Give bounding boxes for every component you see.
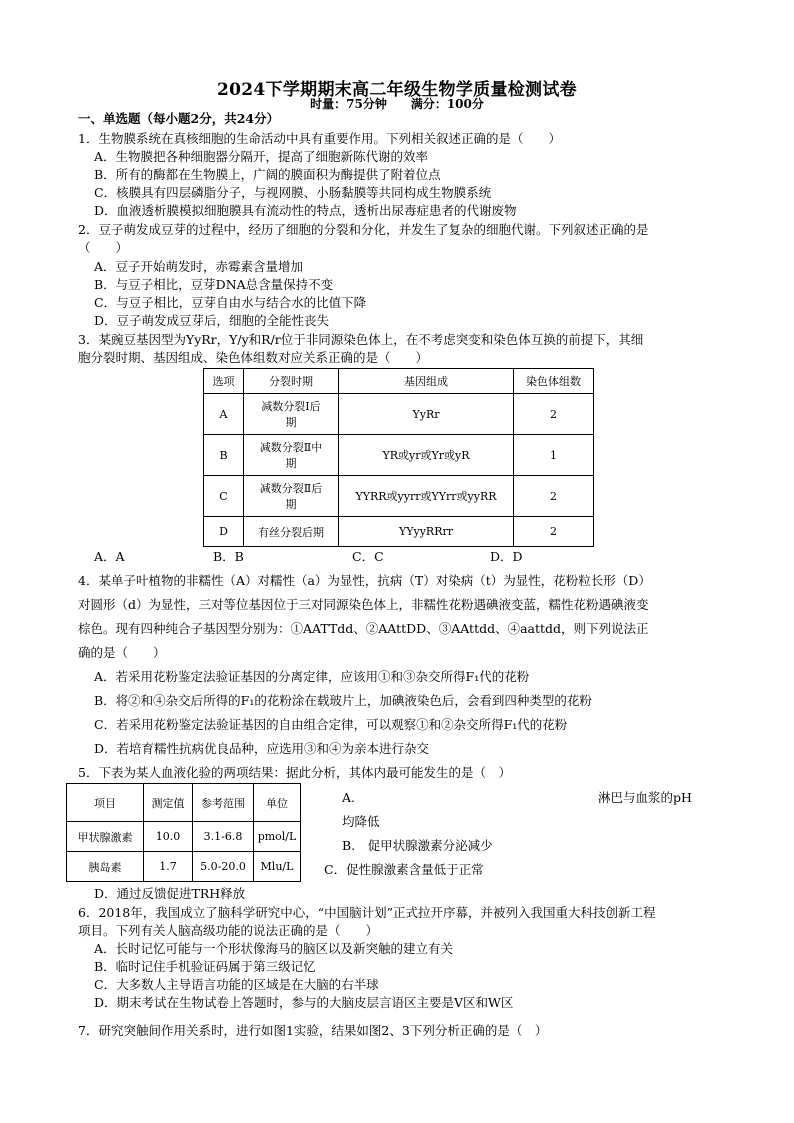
table-row — [204, 517, 594, 547]
table-row — [67, 852, 301, 882]
table-cell-phase: 减数分裂Ⅱ中 期 — [244, 435, 339, 476]
table-row — [204, 435, 594, 476]
section-heading: 一、单选题（每小题2分，共24分） — [78, 111, 280, 126]
table-cell-option: B — [204, 435, 244, 476]
q5-option-a-label: A. — [342, 790, 356, 805]
table-header-cell: 项目 — [67, 784, 144, 822]
q5-table — [66, 783, 301, 882]
table-header-cell: 基因组成 — [339, 369, 514, 394]
q4-stem-cont: 确的是（ ） — [78, 645, 166, 660]
q1-option-a: A．生物膜把各种细胞器分隔开，提高了细胞新陈代谢的效率 — [94, 149, 429, 164]
q4-stem-cont: 棕色。现有四种纯合子基因型分别为：①AATTdd、②AAttDD、③AAttdd、④aattdd，则下列说法正 — [78, 621, 649, 636]
table-header-row — [204, 369, 594, 394]
table-header-row — [67, 784, 301, 822]
q6-stem: 6．2018年，我国成立了脑科学研究中心，“中国脑计划”正式拉开序幕，并被列入我国重大科技创新工程 — [78, 905, 656, 920]
q1-option-b: B．所有的酶都在生物膜上，广阔的膜面积为酶提供了附着位点 — [94, 167, 441, 182]
table-cell-item: 甲状腺激素 — [67, 822, 144, 852]
exam-title: 2024下学期期末高二年级生物学质量检测试卷 — [217, 80, 577, 100]
table-cell-sets: 1 — [514, 435, 594, 476]
table-cell-phase: 有丝分裂后期 — [244, 517, 339, 547]
q6-option-d: D．期末考试在生物试卷上答题时，参与的大脑皮层言语区主要是V区和W区 — [94, 995, 514, 1010]
table-cell-option: A — [204, 394, 244, 435]
table-cell-sets: 2 — [514, 476, 594, 517]
table-cell-genes: YyRr — [339, 394, 514, 435]
table-row — [204, 476, 594, 517]
q6-option-b: B．临时记住手机验证码属于第三级记忆 — [94, 959, 316, 974]
table-cell-value: 1.7 — [144, 852, 193, 882]
table-cell-phase: 减数分裂Ⅰ后 期 — [244, 394, 339, 435]
q6-stem-cont: 项目。下列有关人脑高级功能的说法正确的是（ ） — [78, 923, 379, 938]
table-cell-range: 3.1-6.8 — [193, 822, 254, 852]
q5-option-a-text-cont: 均降低 — [342, 814, 380, 829]
q6-option-a: A．长时记忆可能与一个形状像海马的脑区以及新突触的建立有关 — [94, 941, 454, 956]
q1-option-c: C．核膜具有四层磷脂分子，与视网膜、小肠黏膜等共同构成生物膜系统 — [94, 185, 492, 200]
table-row — [67, 822, 301, 852]
table-cell-option: D — [204, 517, 244, 547]
table-header-cell: 测定值 — [144, 784, 193, 822]
table-header-cell: 染色体组数 — [514, 369, 594, 394]
q2-stem: 2．豆子萌发成豆芽的过程中，经历了细胞的分裂和分化，并发生了复杂的细胞代谢。下列叙述正确的是 — [78, 222, 649, 237]
q3-choice-d: D．D — [490, 549, 523, 564]
q2-option-a: A．豆子开始萌发时，赤霉素含量增加 — [94, 259, 304, 274]
q2-option-b: B．与豆子相比，豆芽DNA总含量保持不变 — [94, 277, 334, 292]
q4-stem-cont: 对圆形（d）为显性，三对等位基因位于三对同源染色体上，非糯性花粉遇碘液变蓝，糯性花粉遇碘液变 — [78, 597, 649, 612]
q4-option-a: A．若采用花粉鉴定法验证基因的分离定律，应该用①和③杂交所得F₁代的花粉 — [94, 669, 530, 684]
q5-option-d: D．通过反馈促进TRH释放 — [94, 886, 246, 901]
q1-option-d: D．血液透析膜模拟细胞膜具有流动性的特点，透析出尿毒症患者的代谢废物 — [94, 203, 517, 218]
table-header-cell: 选项 — [204, 369, 244, 394]
table-header-cell: 分裂时期 — [244, 369, 339, 394]
q2-stem-cont: （ ） — [78, 240, 129, 255]
q7-stem: 7．研究突触间作用关系时，进行如图1实验，结果如图2、3下列分析正确的是（ ） — [78, 1023, 548, 1038]
q5-option-c: C．促性腺激素含量低于正常 — [324, 862, 484, 877]
q5-option-a-text: 淋巴与血浆的pH — [598, 790, 692, 805]
q3-stem-cont: 胞分裂时期、基因组成、染色体组数对应关系正确的是（ ） — [78, 350, 429, 365]
q2-option-c: C．与豆子相比，豆芽自由水与结合水的比值下降 — [94, 295, 367, 310]
table-cell-unit: pmol/L — [254, 822, 301, 852]
table-cell-genes: YYRR或yyrr或YYrr或yyRR — [339, 476, 514, 517]
table-cell-phase: 减数分裂Ⅱ后 期 — [244, 476, 339, 517]
table-cell-sets: 2 — [514, 517, 594, 547]
exam-subtitle: 时量：75分钟 满分：100分 — [310, 97, 484, 111]
table-cell-item: 胰岛素 — [67, 852, 144, 882]
q6-option-c: C．大多数人主导语言功能的区域是在大脑的右半球 — [94, 977, 379, 992]
q5-stem: 5．下表为某人血液化验的两项结果：据此分析，其体内最可能发生的是（ ） — [78, 765, 511, 780]
q3-stem: 3．某豌豆基因型为YyRr，Y/y和R/r位于非同源染色体上，在不考虑突变和染色体互换的前提下，其细 — [78, 332, 644, 347]
table-cell-genes: YR或yr或Yr或yR — [339, 435, 514, 476]
q3-choice-a: A．A — [94, 549, 125, 564]
table-cell-sets: 2 — [514, 394, 594, 435]
table-cell-unit: Mlu/L — [254, 852, 301, 882]
q4-option-c: C．若采用花粉鉴定法验证基因的自由组合定律，可以观察①和②杂交所得F₁代的花粉 — [94, 717, 568, 732]
table-cell-option: C — [204, 476, 244, 517]
q4-option-d: D．若培育糯性抗病优良品种，应选用③和④为亲本进行杂交 — [94, 741, 430, 756]
table-header-cell: 单位 — [254, 784, 301, 822]
q4-stem: 4．某单子叶植物的非糯性（A）对糯性（a）为显性，抗病（T）对染病（t）为显性，花粉粒长形（D） — [78, 573, 651, 588]
q2-option-d: D．豆子萌发成豆芽后，细胞的全能性丧失 — [94, 313, 330, 328]
q3-table — [203, 368, 594, 547]
q3-choice-b: B．B — [213, 549, 244, 564]
table-row — [204, 394, 594, 435]
table-cell-range: 5.0-20.0 — [193, 852, 254, 882]
table-cell-genes: YYyyRRrr — [339, 517, 514, 547]
table-header-cell: 参考范围 — [193, 784, 254, 822]
q4-option-b: B．将②和④杂交后所得的F₁的花粉涂在载玻片上，加碘液染色后，会看到四种类型的花粉 — [94, 693, 592, 708]
q1-stem: 1．生物膜系统在真核细胞的生命活动中具有重要作用。下列相关叙述正确的是（ ） — [78, 131, 561, 146]
q3-choice-c: C．C — [352, 549, 384, 564]
table-cell-value: 10.0 — [144, 822, 193, 852]
q5-option-b: B. 促甲状腺激素分泌减少 — [342, 838, 493, 853]
